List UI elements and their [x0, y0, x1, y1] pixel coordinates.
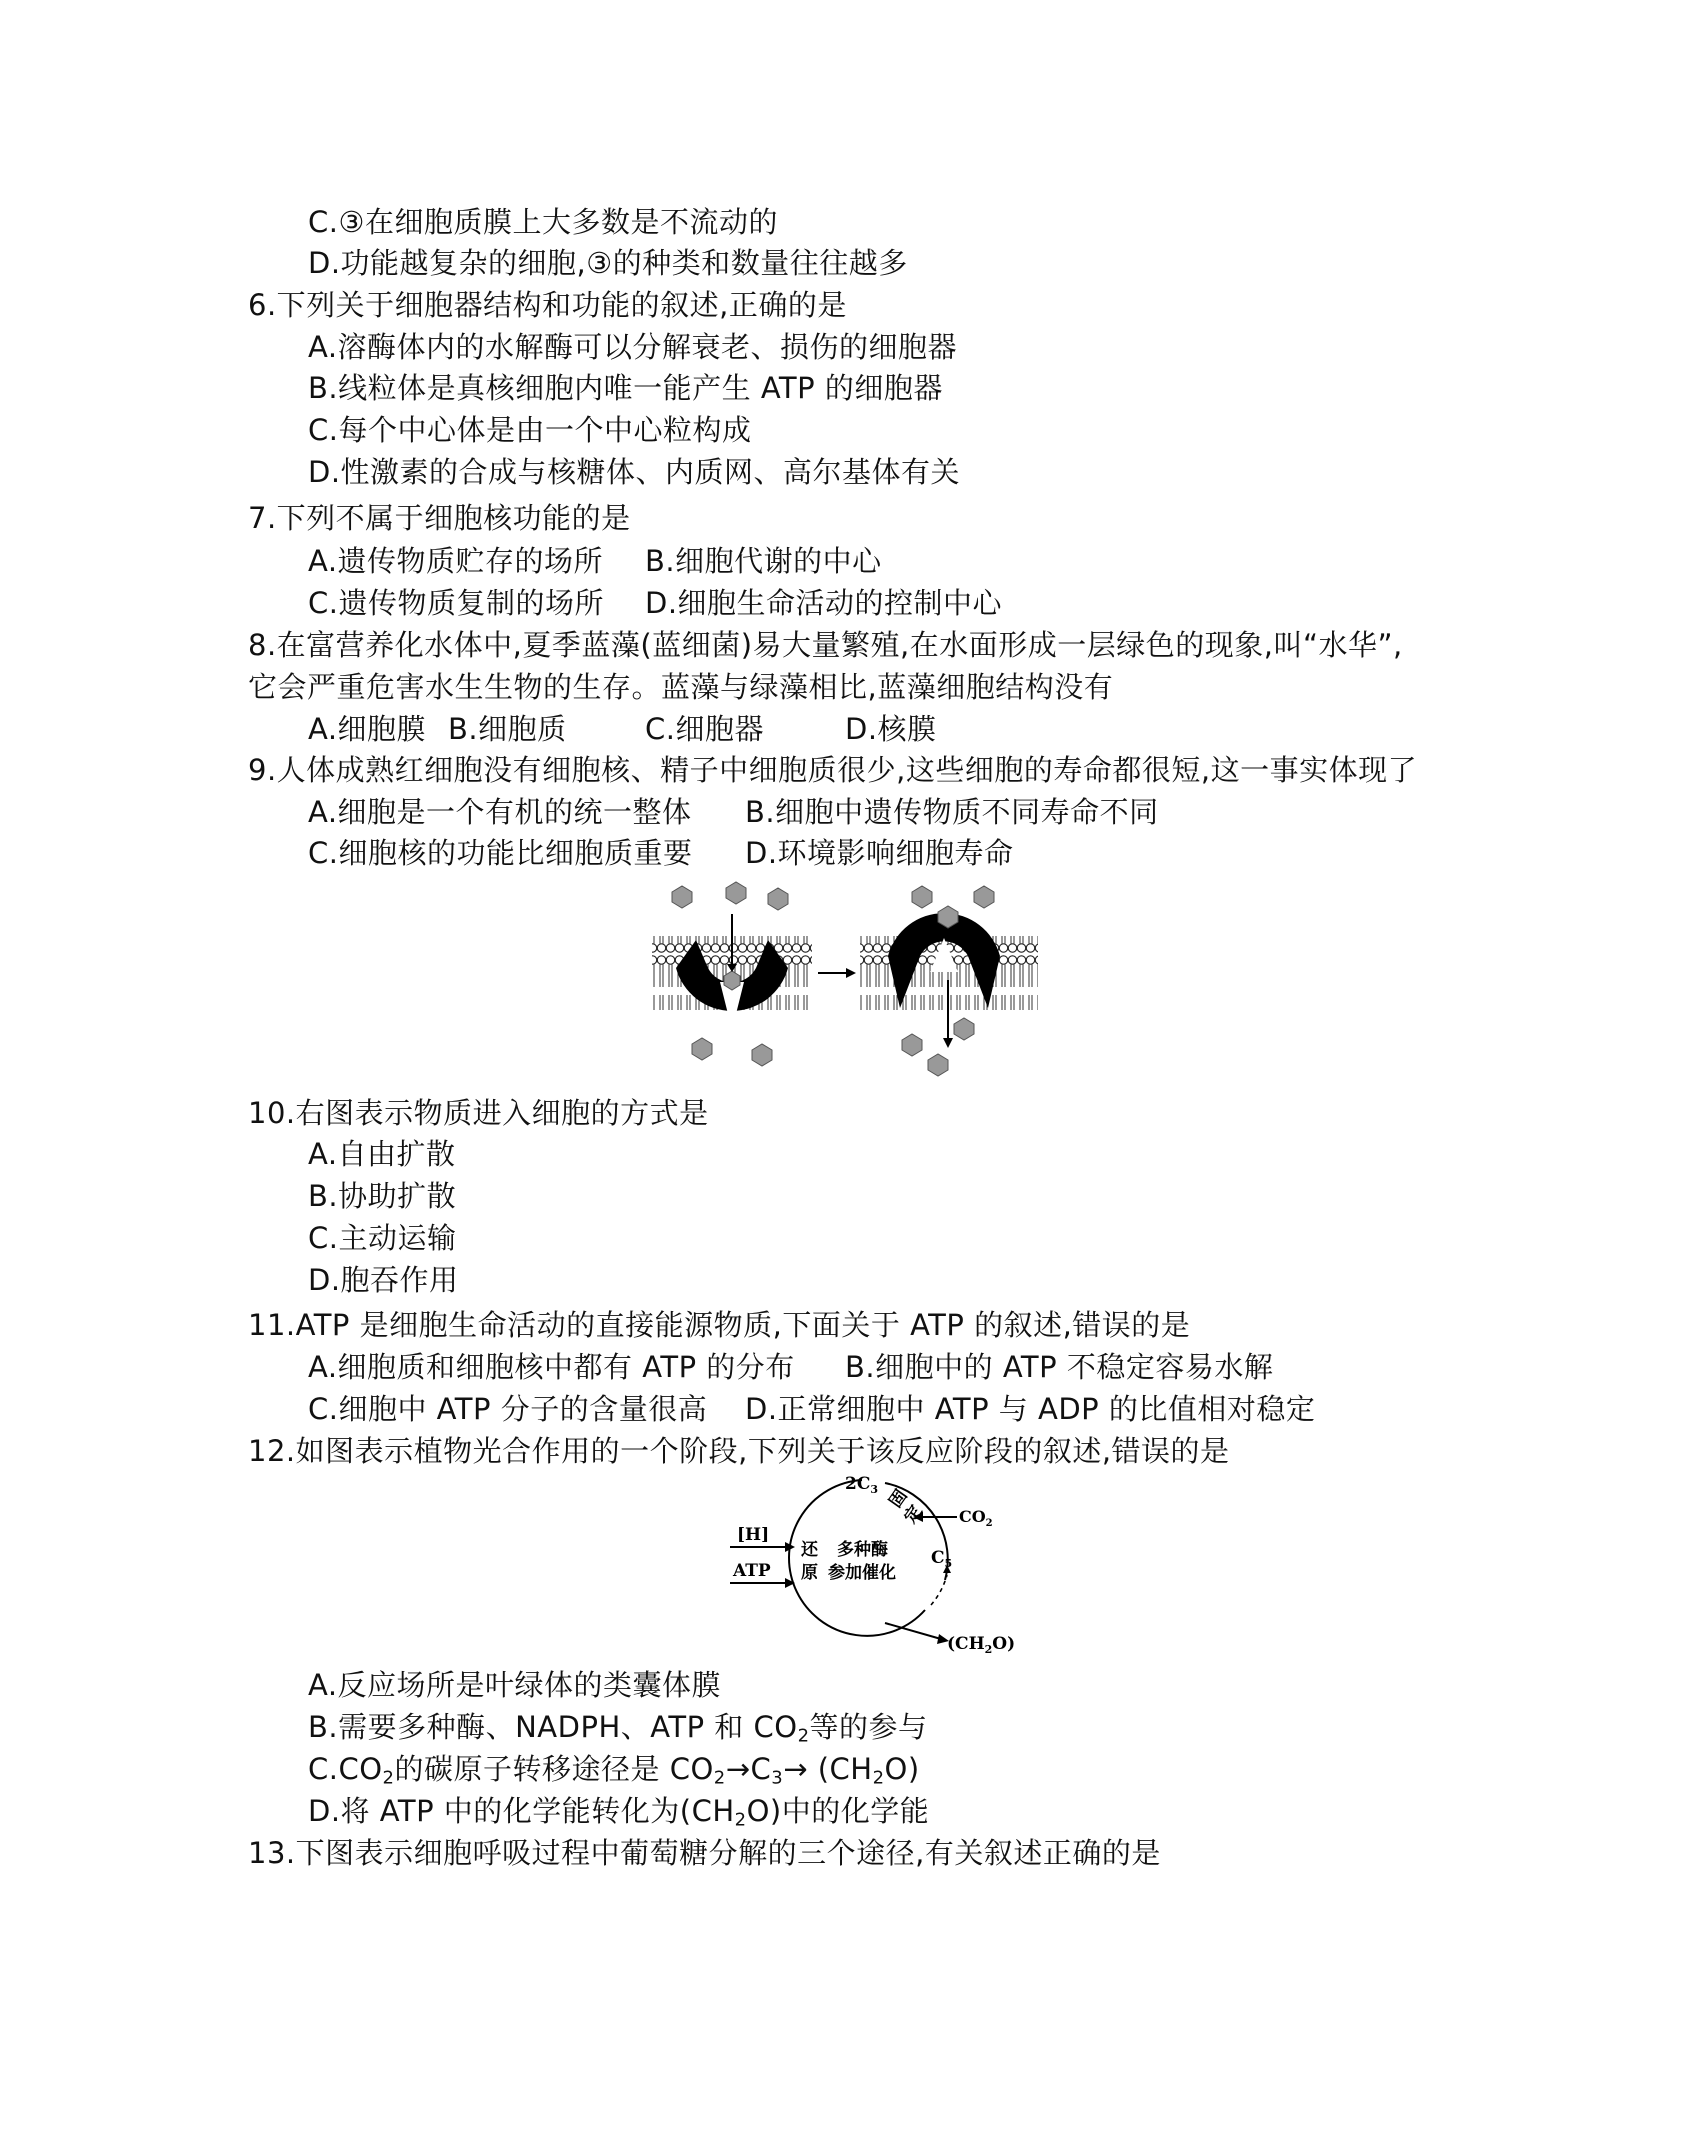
q7-option-b: B.细胞代谢的中心 — [645, 544, 882, 578]
q10-option-d: D.胞吞作用 — [308, 1263, 459, 1297]
q6-option-d: D.性激素的合成与核糖体、内质网、高尔基体有关 — [308, 455, 961, 489]
label-atp: ATP — [733, 1561, 771, 1581]
q11-option-b: B.细胞中的 ATP 不稳定容易水解 — [845, 1350, 1274, 1384]
q12-stem: 12.如图表示植物光合作用的一个阶段,下列关于该反应阶段的叙述,错误的是 — [248, 1434, 1230, 1468]
q6-option-c: C.每个中心体是由一个中心粒构成 — [308, 413, 752, 447]
arrow-right-icon — [846, 968, 856, 978]
calvin-cycle-diagram — [725, 1475, 1025, 1655]
q6-option-b: B.线粒体是真核细胞内唯一能产生 ATP 的细胞器 — [308, 371, 943, 405]
q11-option-a: A.细胞质和细胞核中都有 ATP 的分布 — [308, 1350, 795, 1384]
q9-option-c: C.细胞核的功能比细胞质重要 — [308, 836, 693, 870]
q8-option-d: D.核膜 — [845, 712, 937, 746]
q5-option-d: D.功能越复杂的细胞,③的种类和数量往往越多 — [308, 246, 908, 280]
q12-option-b: B.需要多种酶、NADPH、ATP 和 $CO_2$等的参与 — [308, 1710, 928, 1747]
q7-stem: 7.下列不属于细胞核功能的是 — [248, 501, 631, 535]
q8-stem-line1: 8.在富营养化水体中,夏季蓝藻(蓝细菌)易大量繁殖,在水面形成一层绿色的现象,叫“水华”, — [248, 628, 1403, 662]
membrane-transport-figure — [648, 880, 1043, 1080]
q9-option-a: A.细胞是一个有机的统一整体 — [308, 795, 692, 829]
q6-option-a: A.溶酶体内的水解酶可以分解衰老、损伤的细胞器 — [308, 330, 958, 364]
label-enzyme-2: 参加催化 — [828, 1563, 896, 1583]
arrow-down-icon — [943, 1038, 953, 1048]
solute-molecule — [672, 886, 692, 908]
transport-panel-before — [652, 882, 812, 1066]
label-h: [H] — [737, 1525, 770, 1545]
q5-option-c: C.③在细胞质膜上大多数是不流动的 — [308, 205, 778, 239]
q8-option-c: C.细胞器 — [645, 712, 764, 746]
label-fixation-1: 固 — [885, 1486, 912, 1512]
q9-option-b: B.细胞中遗传物质不同寿命不同 — [745, 795, 1159, 829]
label-c3: $2C_3$ — [845, 1475, 879, 1496]
q8-stem-line2: 它会严重危害水生生物的生存。蓝藻与绿藻相比,蓝藻细胞结构没有 — [248, 670, 1114, 704]
q13-stem: 13.下图表示细胞呼吸过程中葡萄糖分解的三个途径,有关叙述正确的是 — [248, 1836, 1161, 1870]
label-co2: $CO_2$ — [959, 1507, 993, 1529]
q10-option-c: C.主动运输 — [308, 1221, 457, 1255]
label-ch2o: $(CH_2O)$ — [947, 1634, 1016, 1655]
q12-option-c: $C.CO_2$的碳原子转移途径是 $CO_2\to C_3\to (CH_2O)$ — [308, 1752, 920, 1789]
label-reduction-1: 还 — [801, 1540, 818, 1560]
q9-option-d: D.环境影响细胞寿命 — [745, 836, 1014, 870]
q7-option-a: A.遗传物质贮存的场所 — [308, 544, 604, 578]
q9-stem: 9.人体成熟红细胞没有细胞核、精子中细胞质很少,这些细胞的寿命都很短,这一事实体现了 — [248, 753, 1418, 787]
q7-option-c: C.遗传物质复制的场所 — [308, 586, 604, 620]
q12-option-d: D.将 ATP 中的化学能转化为$(CH_2O)$中的化学能 — [308, 1794, 930, 1831]
q8-option-a: A.细胞膜 — [308, 712, 427, 746]
q11-option-d: D.正常细胞中 ATP 与 ADP 的比值相对稳定 — [745, 1392, 1316, 1426]
q11-option-c: C.细胞中 ATP 分子的含量很高 — [308, 1392, 708, 1426]
q8-option-b: B.细胞质 — [448, 712, 567, 746]
q6-stem: 6.下列关于细胞器结构和功能的叙述,正确的是 — [248, 288, 847, 322]
label-reduction-2: 原 — [801, 1563, 818, 1583]
label-fixation-2: 定 — [900, 1501, 927, 1528]
q10-option-b: B.协助扩散 — [308, 1179, 457, 1213]
q7-option-d: D.细胞生命活动的控制中心 — [645, 586, 1003, 620]
q11-stem: 11.ATP 是细胞生命活动的直接能源物质,下面关于 ATP 的叙述,错误的是 — [248, 1308, 1191, 1342]
transport-panel-after — [860, 886, 1038, 1076]
label-c5: $C_5$ — [931, 1548, 953, 1570]
q10-option-a: A.自由扩散 — [308, 1137, 456, 1171]
label-enzyme-1: 多种酶 — [837, 1540, 888, 1560]
q10-stem: 10.右图表示物质进入细胞的方式是 — [248, 1096, 709, 1130]
q12-option-a: A.反应场所是叶绿体的类囊体膜 — [308, 1668, 722, 1702]
